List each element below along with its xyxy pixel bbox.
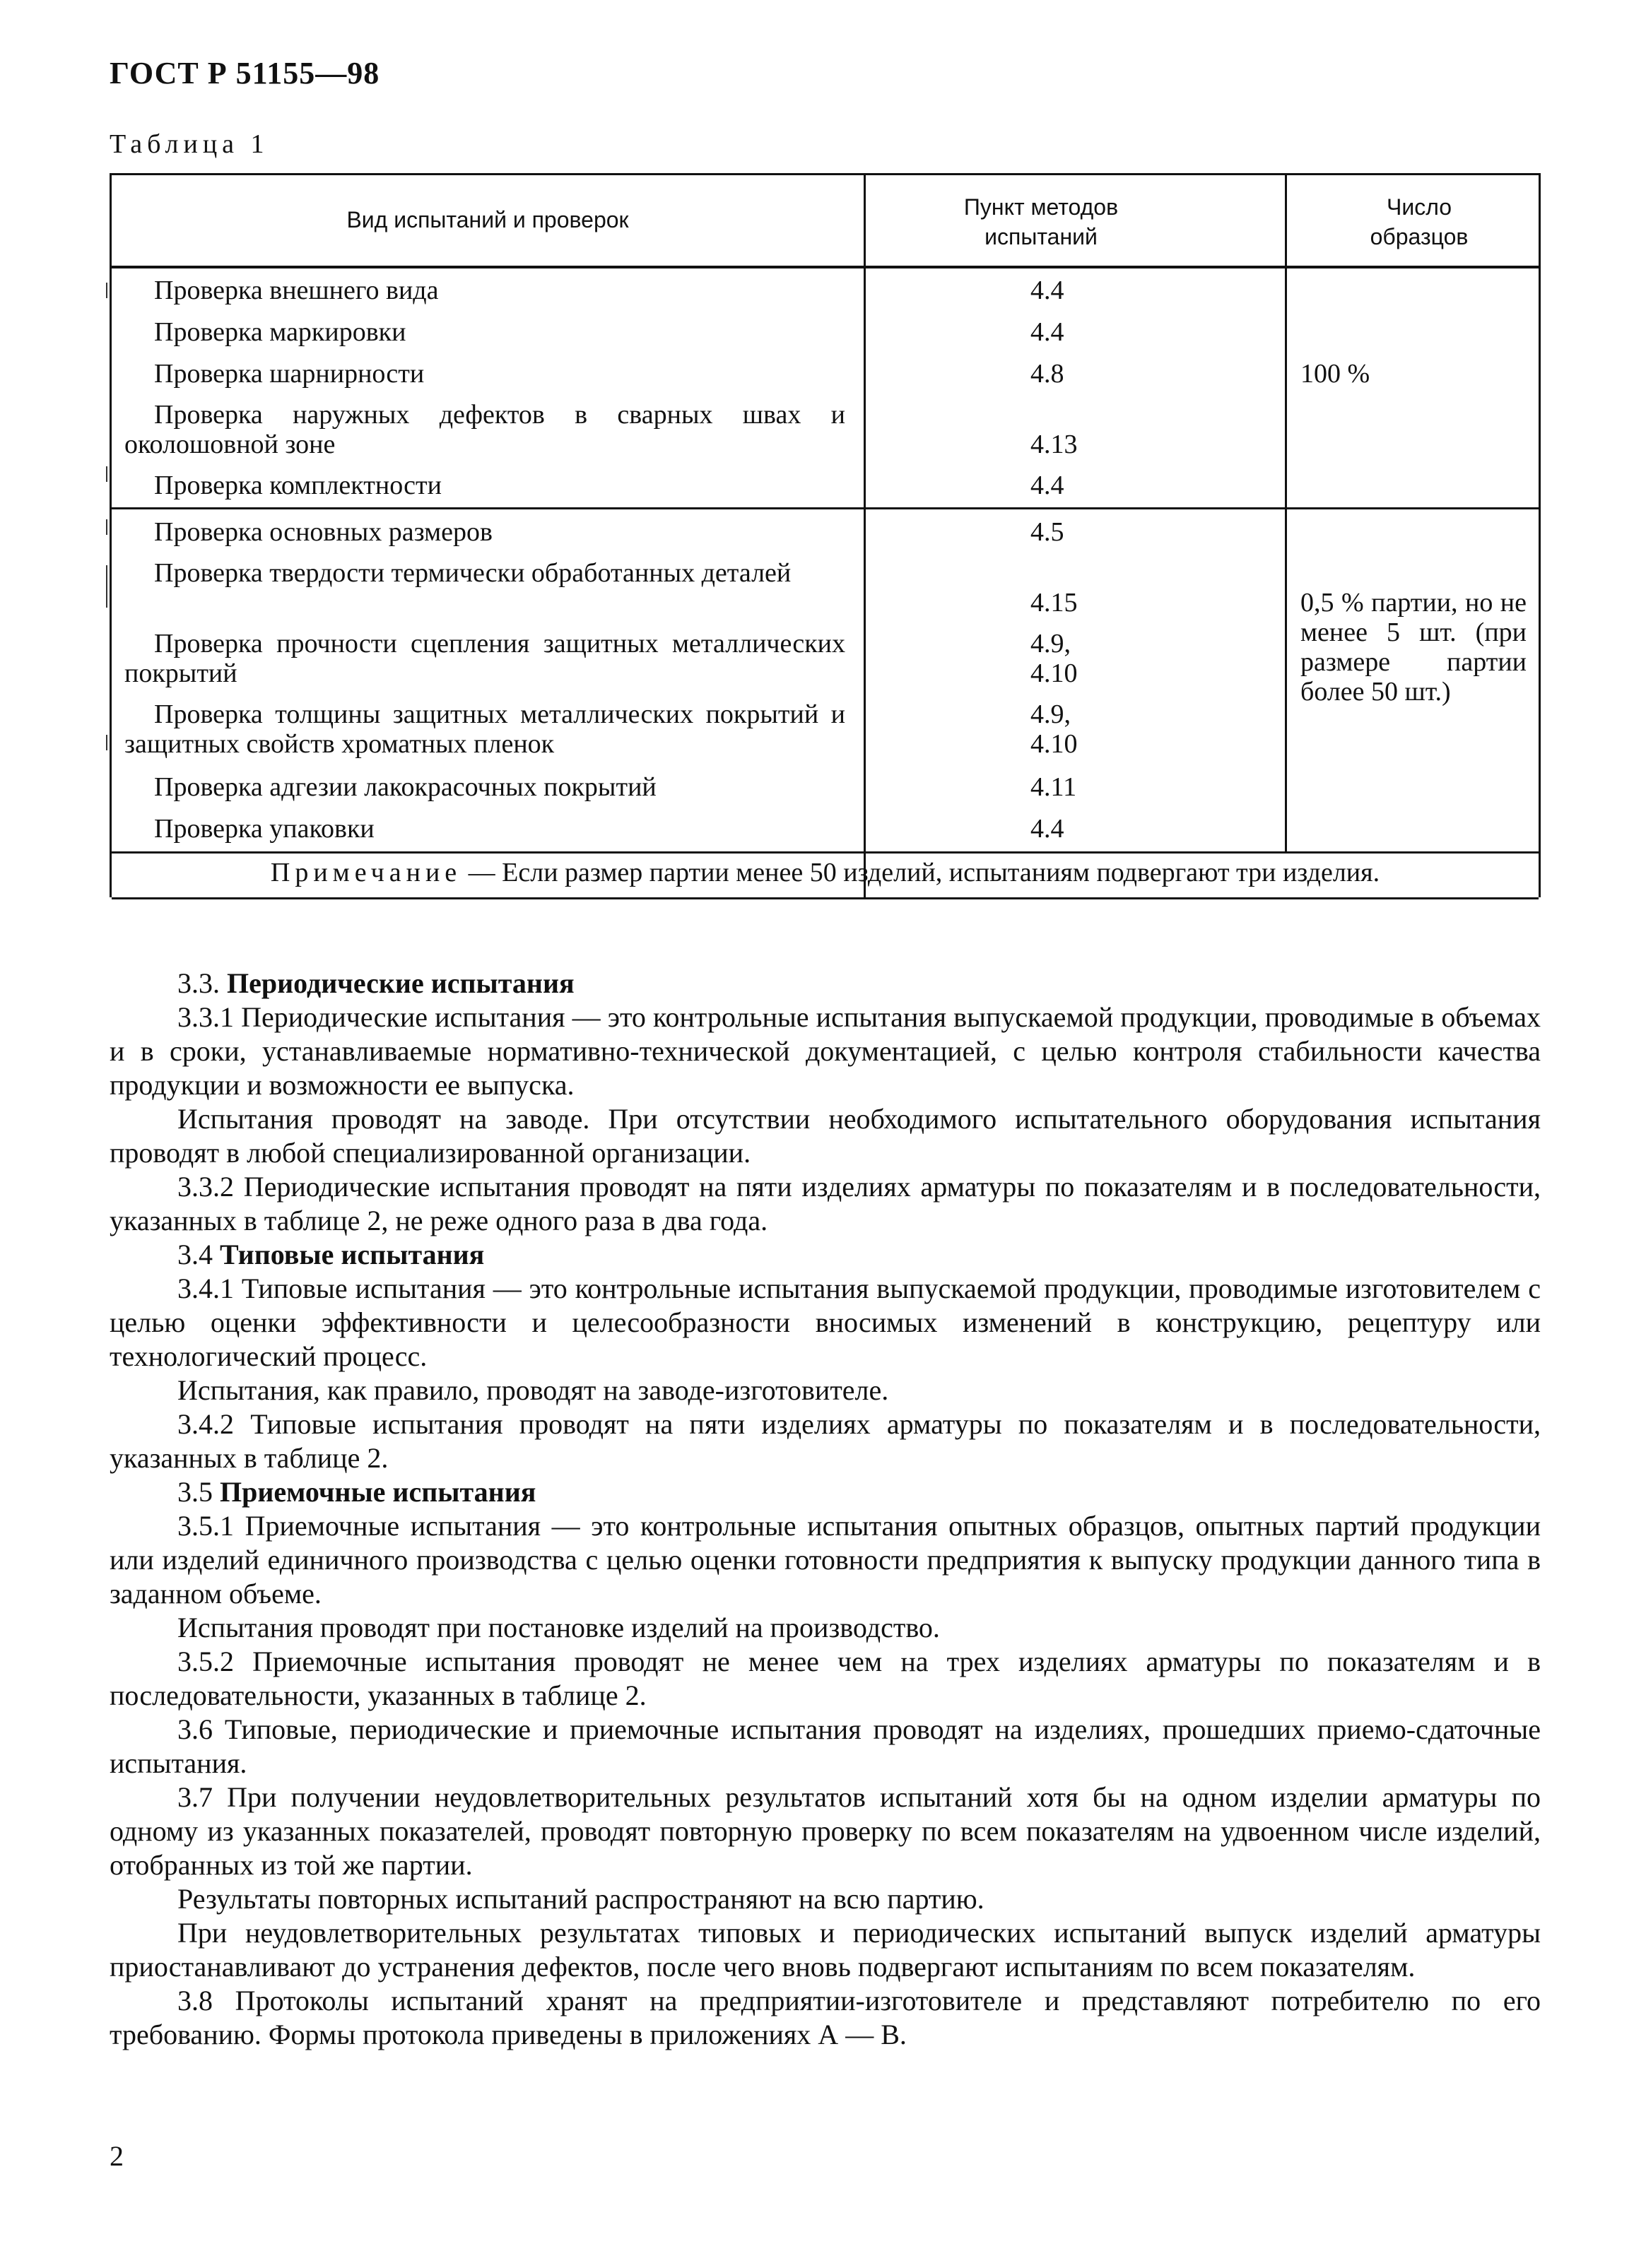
paragraph: 3.4.2 Типовые испытания проводят на пяти изделиях арматуры по показателям и в последовательности, указанных в таблице 2. — [110, 1408, 1541, 1474]
table-row-name: Проверка прочности сцепления защитных металлических покрытий — [124, 629, 845, 688]
section-title: Типовые испытания — [220, 1239, 485, 1270]
table-row-name: Проверка маркировки — [154, 317, 406, 347]
paragraph: При неудовлетворительных результатах типовых и периодических испытаний выпуск изделий арматуры приостанавливают до устранения дефектов, после чего вновь подвергают испытаниям по всем показателям. — [110, 1917, 1541, 1983]
table-row-name: Проверка твердости термически обработанных деталей — [154, 558, 792, 588]
scan-mark — [106, 565, 107, 608]
paragraph: 3.5.1 Приемочные испытания — это контрольные испытания опытных образцов, опытных партий продукции или изделий единичного производства с целью оценки готовности предприятия к выпуску продукции данного типа в заданном объеме. — [110, 1510, 1541, 1610]
group-divider — [112, 507, 1539, 509]
paragraph: 3.8 Протоколы испытаний хранят на предприятии-изготовителе и представляют потребителю по его требованию. Формы протокола приведены в приложениях А — В. — [110, 1985, 1541, 2050]
section-number: 3.4 — [177, 1239, 213, 1270]
table-row-name: Проверка шарнирности — [154, 359, 425, 389]
table-row-name: Проверка комплектности — [154, 471, 442, 500]
paragraph: 3.4.1 Типовые испытания — это контрольные испытания выпускаемой продукции, проводимые изготовителем с целью оценки эффективности и целесообразности вносимых изменений в конструкцию, рецептуру или технологический процесс. — [110, 1272, 1541, 1372]
table-row-clause: 4.15 — [1030, 588, 1078, 618]
page-number: 2 — [110, 2140, 124, 2172]
table-note — [112, 858, 1539, 887]
table-note-label: Примечание — [270, 858, 462, 887]
paragraph: Испытания, как правило, проводят на заводе-изготовителе. — [177, 1374, 889, 1406]
table-row-name: Проверка толщины защитных металлических покрытий и защитных свойств хроматных пленок — [124, 699, 845, 759]
column-header-test-type: Вид испытаний и проверок — [346, 207, 629, 232]
section-number: 3.3. — [177, 967, 220, 999]
scan-mark — [106, 283, 107, 298]
table-row-name: Проверка наружных дефектов в сварных швах и околошовной зоне — [124, 400, 845, 459]
note-divider — [112, 851, 1539, 854]
section-3-4-title — [110, 1238, 1541, 1272]
section-3-5-title — [110, 1475, 1541, 1509]
scan-mark — [106, 519, 107, 535]
table-row-clause: 4.13 — [1030, 430, 1078, 459]
paragraph: 3.6 Типовые, периодические и приемочные испытания проводят на изделиях, прошедших приемо-сдаточные испытания. — [110, 1713, 1541, 1779]
section-title: Периодические испытания — [227, 967, 575, 999]
table-row-clause: 4.4 — [1030, 471, 1064, 500]
paragraph: Результаты повторных испытаний распространяют на всю партию. — [177, 1883, 984, 1915]
table-row-clause: 4.9, 4.10 — [1030, 699, 1078, 759]
table-note-text: — Если размер партии менее 50 изделий, испытаниям подвергают три изделия. — [468, 858, 1380, 887]
paragraph: Испытания проводят на заводе. При отсутствии необходимого испытательного оборудования испытания проводят в любой специализированной организации. — [110, 1103, 1541, 1169]
scan-mark — [106, 466, 107, 482]
paragraph: 3.7 При получении неудовлетворительных результатов испытаний хотя бы на одном изделии арматуры по одному из указанных показателей, проводят повторную проверку по всем показателям на удвоенном числе изделий, отобранных из той же партии. — [110, 1781, 1541, 1881]
table-row-clause: 4.9, 4.10 — [1030, 629, 1078, 688]
section-3-3-title — [110, 967, 1541, 1000]
paragraph: Испытания проводят при постановке изделий на производство. — [177, 1612, 940, 1643]
table-row-name: Проверка адгезии лакокрасочных покрытий — [154, 772, 657, 802]
column-header-sample-count: Число образцов — [1370, 194, 1469, 249]
table-row-name: Проверка упаковки — [154, 814, 375, 844]
document-body — [110, 967, 1541, 2052]
paragraph: 3.5.2 Приемочные испытания проводят не менее чем на трех изделиях арматуры по показателям и в последовательности, указанных в таблице 2. — [110, 1646, 1541, 1711]
table-row-clause: 4.4 — [1030, 276, 1064, 305]
results-table — [110, 173, 1541, 897]
table-row-clause: 4.4 — [1030, 814, 1064, 844]
sample-count-group-2: 0,5 % партии, но не менее 5 шт. (при размере партии более 50 шт.) — [1300, 588, 1527, 707]
column-divider — [1285, 175, 1287, 507]
column-divider — [864, 175, 866, 899]
table-row-clause: 4.4 — [1030, 317, 1064, 347]
document-header: ГОСТ Р 51155—98 — [110, 56, 380, 90]
column-header-method-clause: Пункт методов испытаний — [963, 194, 1119, 249]
table-row-clause: 4.8 — [1030, 359, 1064, 389]
paragraph: 3.3.2 Периодические испытания проводят на пяти изделиях арматуры по показателям и в последовательности, указанных в таблице 2, не реже одного раза в два года. — [110, 1171, 1541, 1236]
section-title: Приемочные испытания — [220, 1476, 536, 1508]
header-divider — [112, 266, 1539, 268]
table-row-name: Проверка внешнего вида — [154, 276, 439, 305]
sample-count-group-1: 100 % — [1300, 359, 1370, 389]
table-label: Таблица 1 — [110, 129, 269, 159]
table-bottom — [112, 897, 1539, 899]
table-row-name: Проверка основных размеров — [154, 517, 493, 547]
paragraph: 3.3.1 Периодические испытания — это контрольные испытания выпускаемой продукции, проводимые в объемах и в сроки, устанавливаемые нормативно-технической документацией, с целью контроля стабильности качества продукции и возможности ее выпуска. — [110, 1001, 1541, 1101]
table-row-clause: 4.11 — [1030, 772, 1077, 802]
scan-mark — [106, 735, 107, 750]
section-number: 3.5 — [177, 1476, 213, 1508]
table-row-clause: 4.5 — [1030, 517, 1064, 547]
column-divider — [1285, 507, 1287, 851]
